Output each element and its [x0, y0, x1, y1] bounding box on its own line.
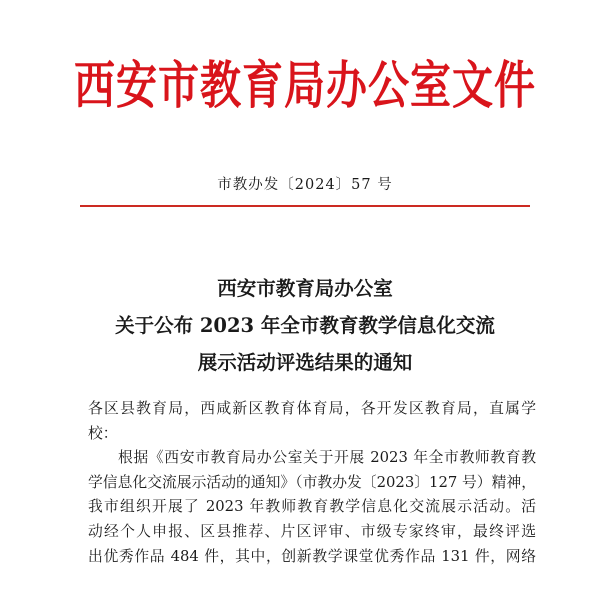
notice-title: [0, 270, 610, 381]
document-number: 市教办发〔2024〕57 号: [217, 177, 393, 193]
notice-title-line: 西安市教育局办公室: [217, 277, 393, 300]
body-line: 学信息化交流展示活动的通知》（市教办发〔2023〕127 号）精神，: [88, 473, 536, 491]
body-line: 我市组织开展了 2023 年教师教育教学信息化交流展示活动。活: [88, 498, 536, 516]
notice-title-line: 关于公布 2023 年全市教育教学信息化交流: [115, 314, 495, 337]
document-header-title: 西安市教育局办公室文件: [74, 55, 536, 116]
notice-title-line: 展示活动评选结果的通知: [197, 351, 413, 374]
body-line: 出优秀作品 484 件，其中，创新教学课堂优秀作品 131 件，网络: [88, 547, 536, 565]
body-line: 根据《西安市教育局办公室关于开展 2023 年全市教师教育教: [118, 449, 536, 467]
body-line-recipients: 各区县教育局，西咸新区教育体育局，各开发区教育局，直属学: [88, 400, 536, 417]
notice-body: [88, 397, 536, 569]
body-line-recipients-end: 校：: [88, 424, 118, 442]
red-divider-line: [80, 205, 530, 207]
body-line: 动经个人申报、区县推荐、片区评审、市级专家终审，最终评选: [88, 522, 536, 540]
